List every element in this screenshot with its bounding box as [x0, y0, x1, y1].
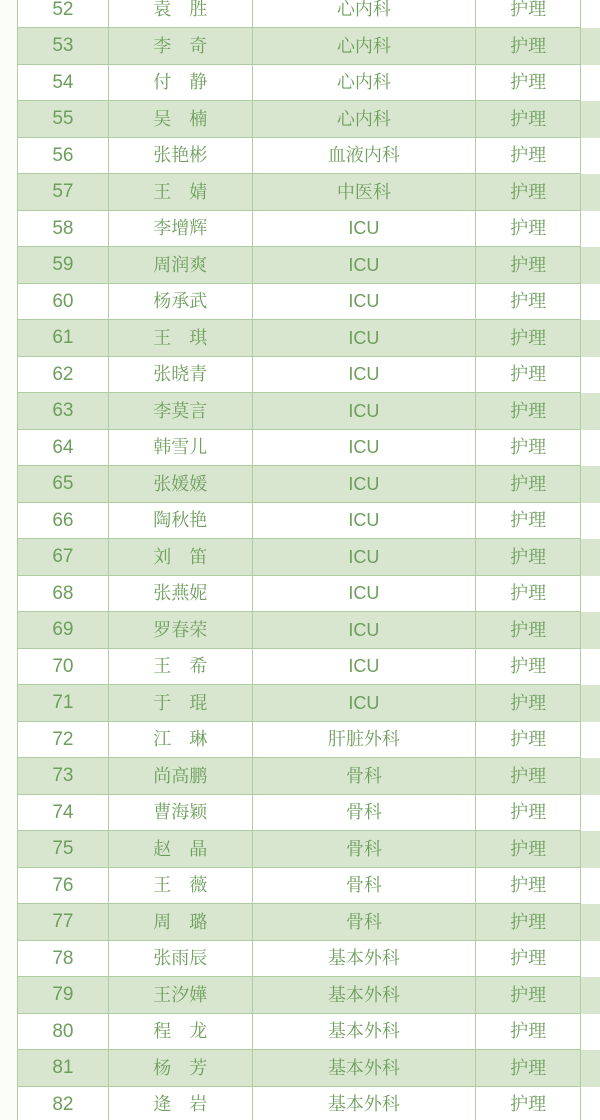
role-label: 护理 — [476, 211, 581, 247]
staff-name: 罗春荣 — [109, 612, 253, 648]
row-number: 62 — [18, 357, 109, 393]
role-label: 护理 — [476, 430, 581, 466]
role-label: 护理 — [476, 138, 581, 174]
staff-name: 李 奇 — [109, 28, 253, 64]
table-row-cells — [17, 1050, 581, 1087]
staff-name: 王 希 — [109, 649, 253, 685]
staff-name: 逄 岩 — [109, 1087, 253, 1120]
row-number: 81 — [18, 1050, 109, 1086]
row-number: 69 — [18, 612, 109, 648]
staff-name: 张雨辰 — [109, 941, 253, 977]
staff-name: 袁 胜 — [109, 0, 253, 27]
staff-name: 王 薇 — [109, 868, 253, 904]
table-row — [0, 430, 600, 467]
role-label: 护理 — [476, 503, 581, 539]
department-name: ICU — [253, 503, 477, 539]
row-number: 80 — [18, 1014, 109, 1050]
staff-name: 张媛媛 — [109, 466, 253, 502]
table-row-cells — [17, 211, 581, 248]
staff-name: 李增辉 — [109, 211, 253, 247]
row-number: 72 — [18, 722, 109, 758]
department-name: 骨科 — [253, 758, 477, 794]
table-row-cells — [17, 466, 581, 503]
role-label: 护理 — [476, 284, 581, 320]
department-name: ICU — [253, 247, 477, 283]
table-row-cells — [17, 174, 581, 211]
table-row — [0, 65, 600, 102]
table-row — [0, 1087, 600, 1120]
row-number: 55 — [18, 101, 109, 137]
role-label: 护理 — [476, 539, 581, 575]
row-number: 57 — [18, 174, 109, 210]
role-label: 护理 — [476, 1050, 581, 1086]
table-row — [0, 247, 600, 284]
left-page-margin — [0, 0, 17, 1120]
row-number: 52 — [18, 0, 109, 27]
staff-name: 张艳彬 — [109, 138, 253, 174]
role-label: 护理 — [476, 466, 581, 502]
table-row-cells — [17, 831, 581, 868]
table-row — [0, 795, 600, 832]
role-label: 护理 — [476, 101, 581, 137]
department-name: ICU — [253, 539, 477, 575]
table-row-cells — [17, 612, 581, 649]
table-row-cells — [17, 722, 581, 759]
table-row-cells — [17, 1087, 581, 1120]
row-number: 71 — [18, 685, 109, 721]
department-name: 骨科 — [253, 904, 477, 940]
staff-name: 王汐嬅 — [109, 977, 253, 1013]
role-label: 护理 — [476, 612, 581, 648]
role-label: 护理 — [476, 28, 581, 64]
department-name: 骨科 — [253, 831, 477, 867]
table-row-cells — [17, 138, 581, 175]
role-label: 护理 — [476, 868, 581, 904]
table-row-cells — [17, 247, 581, 284]
table-row — [0, 1014, 600, 1051]
department-name: 骨科 — [253, 868, 477, 904]
role-label: 护理 — [476, 393, 581, 429]
row-number: 74 — [18, 795, 109, 831]
table-row — [0, 612, 600, 649]
row-number: 54 — [18, 65, 109, 101]
table-row-cells — [17, 320, 581, 357]
department-name: 中医科 — [253, 174, 477, 210]
staff-name: 付 静 — [109, 65, 253, 101]
role-label: 护理 — [476, 977, 581, 1013]
table-row — [0, 868, 600, 905]
role-label: 护理 — [476, 65, 581, 101]
row-number: 58 — [18, 211, 109, 247]
staff-name: 杨 芳 — [109, 1050, 253, 1086]
table-row — [0, 28, 600, 65]
role-label: 护理 — [476, 795, 581, 831]
row-number: 61 — [18, 320, 109, 356]
staff-name: 王 琪 — [109, 320, 253, 356]
table-row-cells — [17, 430, 581, 467]
department-name: ICU — [253, 685, 477, 721]
role-label: 护理 — [476, 904, 581, 940]
row-number: 70 — [18, 649, 109, 685]
table-row — [0, 576, 600, 613]
department-name: ICU — [253, 284, 477, 320]
table-row — [0, 904, 600, 941]
table-row-cells — [17, 977, 581, 1014]
row-number: 65 — [18, 466, 109, 502]
role-label: 护理 — [476, 831, 581, 867]
role-label: 护理 — [476, 320, 581, 356]
row-number: 75 — [18, 831, 109, 867]
department-name: 基本外科 — [253, 941, 477, 977]
department-name: 基本外科 — [253, 1087, 477, 1120]
role-label: 护理 — [476, 174, 581, 210]
table-row-cells — [17, 65, 581, 102]
table-row — [0, 722, 600, 759]
table-row-cells — [17, 393, 581, 430]
table-row — [0, 174, 600, 211]
table-row — [0, 138, 600, 175]
table-row-cells — [17, 503, 581, 540]
table-row-cells — [17, 101, 581, 138]
staff-name: 杨承武 — [109, 284, 253, 320]
row-number: 82 — [18, 1087, 109, 1120]
department-name: ICU — [253, 211, 477, 247]
role-label: 护理 — [476, 1014, 581, 1050]
staff-name: 周润爽 — [109, 247, 253, 283]
row-number: 77 — [18, 904, 109, 940]
role-label: 护理 — [476, 722, 581, 758]
table-row — [0, 101, 600, 138]
role-label: 护理 — [476, 357, 581, 393]
staff-name: 曹海颖 — [109, 795, 253, 831]
row-number: 56 — [18, 138, 109, 174]
table-row-cells — [17, 941, 581, 978]
department-name: 基本外科 — [253, 1014, 477, 1050]
table-row — [0, 941, 600, 978]
department-name: ICU — [253, 320, 477, 356]
staff-name: 江 琳 — [109, 722, 253, 758]
table-row — [0, 320, 600, 357]
staff-name: 张燕妮 — [109, 576, 253, 612]
table-row-cells — [17, 795, 581, 832]
row-number: 60 — [18, 284, 109, 320]
department-name: 心内科 — [253, 101, 477, 137]
table-row-cells — [17, 539, 581, 576]
table-row — [0, 539, 600, 576]
table-row — [0, 466, 600, 503]
table-row-cells — [17, 868, 581, 905]
row-number: 67 — [18, 539, 109, 575]
table-row — [0, 357, 600, 394]
table-row — [0, 0, 600, 28]
role-label: 护理 — [476, 576, 581, 612]
row-number: 63 — [18, 393, 109, 429]
department-name: 心内科 — [253, 65, 477, 101]
row-number: 79 — [18, 977, 109, 1013]
row-number: 64 — [18, 430, 109, 466]
staff-name: 尚高鹏 — [109, 758, 253, 794]
staff-name: 韩雪儿 — [109, 430, 253, 466]
department-name: 基本外科 — [253, 1050, 477, 1086]
table-row-cells — [17, 758, 581, 795]
table-row-cells — [17, 1014, 581, 1051]
staff-name: 吴 楠 — [109, 101, 253, 137]
staff-name: 张晓青 — [109, 357, 253, 393]
staff-name: 刘 笛 — [109, 539, 253, 575]
department-name: 心内科 — [253, 0, 477, 27]
table-row-cells — [17, 0, 581, 28]
table-row-cells — [17, 28, 581, 65]
table-row — [0, 503, 600, 540]
department-name: 基本外科 — [253, 977, 477, 1013]
table-row — [0, 758, 600, 795]
staff-name: 陶秋艳 — [109, 503, 253, 539]
department-name: ICU — [253, 357, 477, 393]
department-name: ICU — [253, 576, 477, 612]
row-number: 78 — [18, 941, 109, 977]
staff-name: 赵 晶 — [109, 831, 253, 867]
department-name: ICU — [253, 612, 477, 648]
department-name: ICU — [253, 430, 477, 466]
row-number: 73 — [18, 758, 109, 794]
department-name: 肝脏外科 — [253, 722, 477, 758]
table-row-cells — [17, 284, 581, 321]
department-name: ICU — [253, 466, 477, 502]
table-row-cells — [17, 357, 581, 394]
row-number: 68 — [18, 576, 109, 612]
department-name: ICU — [253, 649, 477, 685]
table-row-cells — [17, 649, 581, 686]
table-row — [0, 831, 600, 868]
role-label: 护理 — [476, 758, 581, 794]
table-row-cells — [17, 904, 581, 941]
department-name: ICU — [253, 393, 477, 429]
row-number: 76 — [18, 868, 109, 904]
department-name: 心内科 — [253, 28, 477, 64]
row-number: 59 — [18, 247, 109, 283]
row-number: 66 — [18, 503, 109, 539]
table-row-cells — [17, 576, 581, 613]
staff-name: 周 璐 — [109, 904, 253, 940]
department-name: 血液内科 — [253, 138, 477, 174]
table-row — [0, 977, 600, 1014]
role-label: 护理 — [476, 247, 581, 283]
table-row — [0, 211, 600, 248]
department-name: 骨科 — [253, 795, 477, 831]
table-row — [0, 284, 600, 321]
role-label: 护理 — [476, 1087, 581, 1120]
staff-name: 于 琨 — [109, 685, 253, 721]
staff-name: 王 婧 — [109, 174, 253, 210]
table-row — [0, 649, 600, 686]
role-label: 护理 — [476, 941, 581, 977]
role-label: 护理 — [476, 685, 581, 721]
table-row-cells — [17, 685, 581, 722]
table-row — [0, 685, 600, 722]
row-number: 53 — [18, 28, 109, 64]
table-row — [0, 1050, 600, 1087]
staff-name: 程 龙 — [109, 1014, 253, 1050]
table-row — [0, 393, 600, 430]
role-label: 护理 — [476, 0, 581, 27]
role-label: 护理 — [476, 649, 581, 685]
staff-name: 李莫言 — [109, 393, 253, 429]
